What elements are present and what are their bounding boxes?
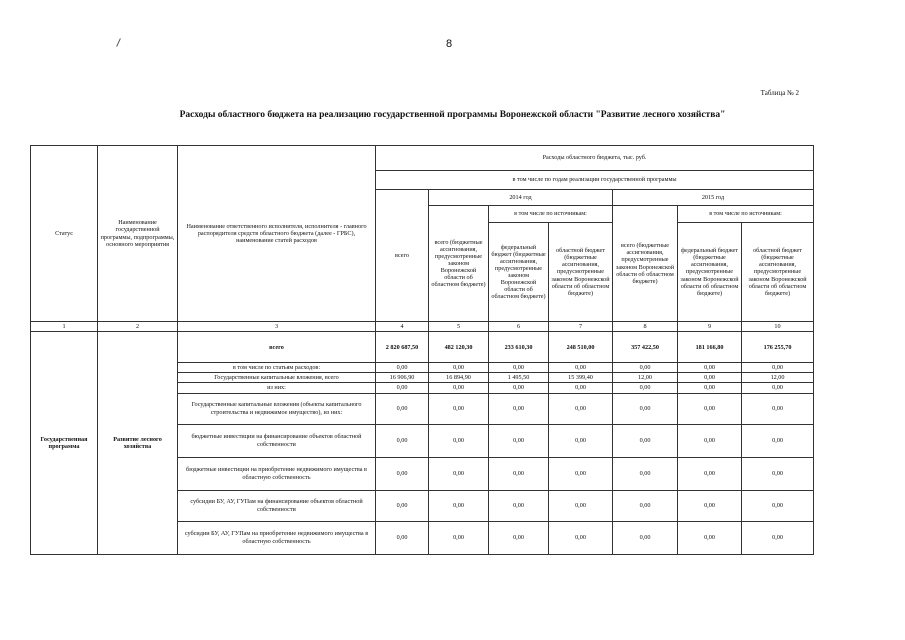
header-2015-federal: федеральный бюджет (бюджетные ассигнования, предусмотренные законом Воронежской области об областном бюджете) bbox=[678, 223, 742, 322]
cell-value: 0,00 bbox=[549, 383, 613, 393]
cell-value: 0,00 bbox=[376, 521, 429, 554]
program-status: Государственная программа bbox=[31, 332, 98, 554]
row-label: бюджетные инвестиции на финансирование объектов областной собственности bbox=[178, 424, 376, 457]
col-num: 5 bbox=[429, 322, 489, 332]
header-2014-total: всего (бюджетные ассигнования, предусмотренные законом Воронежской области об областном бюджете) bbox=[429, 206, 489, 322]
cell-value: 0,00 bbox=[429, 363, 489, 373]
header-total: всего bbox=[376, 190, 429, 322]
cell-value: 0,00 bbox=[376, 363, 429, 373]
cell-value: 0,00 bbox=[489, 521, 549, 554]
cell-value: 15 399,40 bbox=[549, 373, 613, 383]
cell-value: 0,00 bbox=[678, 490, 742, 521]
header-year-2015: 2015 год bbox=[613, 190, 814, 206]
cell-value: 0,00 bbox=[429, 383, 489, 393]
cell-value: 0,00 bbox=[742, 521, 814, 554]
header-name: Наименование государственной программы, подпрограммы, основного мероприятия bbox=[98, 146, 178, 322]
cell-value: 0,00 bbox=[678, 424, 742, 457]
cell-value: 181 166,80 bbox=[678, 332, 742, 363]
cell-value: 0,00 bbox=[376, 424, 429, 457]
cell-value: 0,00 bbox=[489, 363, 549, 373]
cell-value: 0,00 bbox=[613, 363, 678, 373]
col-num: 1 bbox=[31, 322, 98, 332]
cell-value: 0,00 bbox=[489, 457, 549, 490]
cell-value: 0,00 bbox=[489, 424, 549, 457]
row-label: из них: bbox=[178, 383, 376, 393]
row-label: субсидии БУ, АУ, ГУПам на приобретение недвижимого имущества в областную собственность bbox=[178, 521, 376, 554]
col-num: 2 bbox=[98, 322, 178, 332]
cell-value: 0,00 bbox=[549, 424, 613, 457]
header-executor: Наименование ответственного исполнителя, исполнителя - главного распорядителя средств областного бюджета (далее - ГРБС), наименование статей расходов bbox=[178, 146, 376, 322]
cell-value: 176 255,70 bbox=[742, 332, 814, 363]
header-year-2014: 2014 год bbox=[429, 190, 613, 206]
cell-value: 357 422,50 bbox=[613, 332, 678, 363]
col-num: 4 bbox=[376, 322, 429, 332]
cell-value: 0,00 bbox=[742, 363, 814, 373]
cell-value: 0,00 bbox=[549, 521, 613, 554]
header-2015-regional: областной бюджет (бюджетные ассигнования, предусмотренные законом Воронежской области об областном бюджете) bbox=[742, 223, 814, 322]
row-label: всего bbox=[178, 332, 376, 363]
cell-value: 0,00 bbox=[549, 363, 613, 373]
row-label: субсидии БУ, АУ, ГУПам на финансирование объектов областной собственности bbox=[178, 490, 376, 521]
cell-value: 0,00 bbox=[376, 383, 429, 393]
row-label: в том числе по статьям расходов: bbox=[178, 363, 376, 373]
col-num: 7 bbox=[549, 322, 613, 332]
cell-value: 0,00 bbox=[678, 373, 742, 383]
cell-value: 12,00 bbox=[613, 373, 678, 383]
cell-value: 0,00 bbox=[613, 393, 678, 424]
header-2014-regional: областной бюджет (бюджетные ассигнования, предусмотренные законом Воронежской области об областном бюджете) bbox=[549, 223, 613, 322]
cell-value: 0,00 bbox=[742, 490, 814, 521]
cell-value: 12,00 bbox=[742, 373, 814, 383]
header-expenses: Расходы областного бюджета, тыс. руб. bbox=[376, 146, 814, 171]
page-number: 8 bbox=[446, 38, 453, 50]
header-status: Статус bbox=[31, 146, 98, 322]
cell-value: 0,00 bbox=[613, 424, 678, 457]
cell-value: 0,00 bbox=[742, 457, 814, 490]
table-label: Таблица № 2 bbox=[760, 89, 799, 97]
cell-value: 0,00 bbox=[429, 393, 489, 424]
col-num: 9 bbox=[678, 322, 742, 332]
document-title: Расходы областного бюджета на реализацию государственной программы Воронежской области "Развитие лесного хозяйства" bbox=[179, 110, 726, 120]
cell-value: 0,00 bbox=[742, 383, 814, 393]
table-row bbox=[31, 332, 814, 363]
column-number-row bbox=[31, 322, 814, 332]
budget-table bbox=[30, 145, 814, 555]
header-2015-sources: в том числе по источникам: bbox=[678, 206, 814, 223]
cell-value: 482 120,30 bbox=[429, 332, 489, 363]
cell-value: 0,00 bbox=[489, 383, 549, 393]
cell-value: 233 610,30 bbox=[489, 332, 549, 363]
cell-value: 0,00 bbox=[376, 457, 429, 490]
cell-value: 16 894,90 bbox=[429, 373, 489, 383]
header-row-1 bbox=[31, 146, 814, 171]
header-by-years: в том числе по годам реализации государственной программы bbox=[376, 171, 814, 190]
cell-value: 0,00 bbox=[489, 393, 549, 424]
row-label: Государственные капитальные вложения (объекты капитального строительства и недвижимое имущество), из них: bbox=[178, 393, 376, 424]
cell-value: 0,00 bbox=[678, 457, 742, 490]
cell-value: 0,00 bbox=[613, 521, 678, 554]
cell-value: 2 820 687,50 bbox=[376, 332, 429, 363]
cell-value: 0,00 bbox=[678, 393, 742, 424]
cell-value: 0,00 bbox=[549, 393, 613, 424]
col-num: 8 bbox=[613, 322, 678, 332]
cell-value: 0,00 bbox=[549, 490, 613, 521]
col-num: 3 bbox=[178, 322, 376, 332]
cell-value: 1 495,50 bbox=[489, 373, 549, 383]
cell-value: 0,00 bbox=[549, 457, 613, 490]
cell-value: 0,00 bbox=[678, 383, 742, 393]
cell-value: 16 906,90 bbox=[376, 373, 429, 383]
col-num: 6 bbox=[489, 322, 549, 332]
cell-value: 248 510,00 bbox=[549, 332, 613, 363]
cell-value: 0,00 bbox=[376, 393, 429, 424]
cell-value: 0,00 bbox=[613, 383, 678, 393]
cell-value: 0,00 bbox=[489, 490, 549, 521]
col-num: 10 bbox=[742, 322, 814, 332]
scan-mark bbox=[116, 38, 121, 47]
header-2014-sources: в том числе по источникам: bbox=[489, 206, 613, 223]
cell-value: 0,00 bbox=[678, 363, 742, 373]
cell-value: 0,00 bbox=[742, 424, 814, 457]
row-label: бюджетные инвестиции на приобретение недвижимого имущества в областную собственность bbox=[178, 457, 376, 490]
cell-value: 0,00 bbox=[429, 490, 489, 521]
cell-value: 0,00 bbox=[678, 521, 742, 554]
cell-value: 0,00 bbox=[613, 490, 678, 521]
cell-value: 0,00 bbox=[429, 457, 489, 490]
header-2014-federal: федеральный бюджет (бюджетные ассигнования, предусмотренные законом Воронежской области об областном бюджете) bbox=[489, 223, 549, 322]
header-2015-total: всего (бюджетные ассигнования, предусмотренные законом Воронежской области об областном бюджете) bbox=[613, 206, 678, 322]
cell-value: 0,00 bbox=[429, 424, 489, 457]
cell-value: 0,00 bbox=[429, 521, 489, 554]
cell-value: 0,00 bbox=[742, 393, 814, 424]
program-name: Развитие лесного хозяйства bbox=[98, 332, 178, 554]
cell-value: 0,00 bbox=[613, 457, 678, 490]
row-label: Государственные капитальные вложения, всего bbox=[178, 373, 376, 383]
cell-value: 0,00 bbox=[376, 490, 429, 521]
